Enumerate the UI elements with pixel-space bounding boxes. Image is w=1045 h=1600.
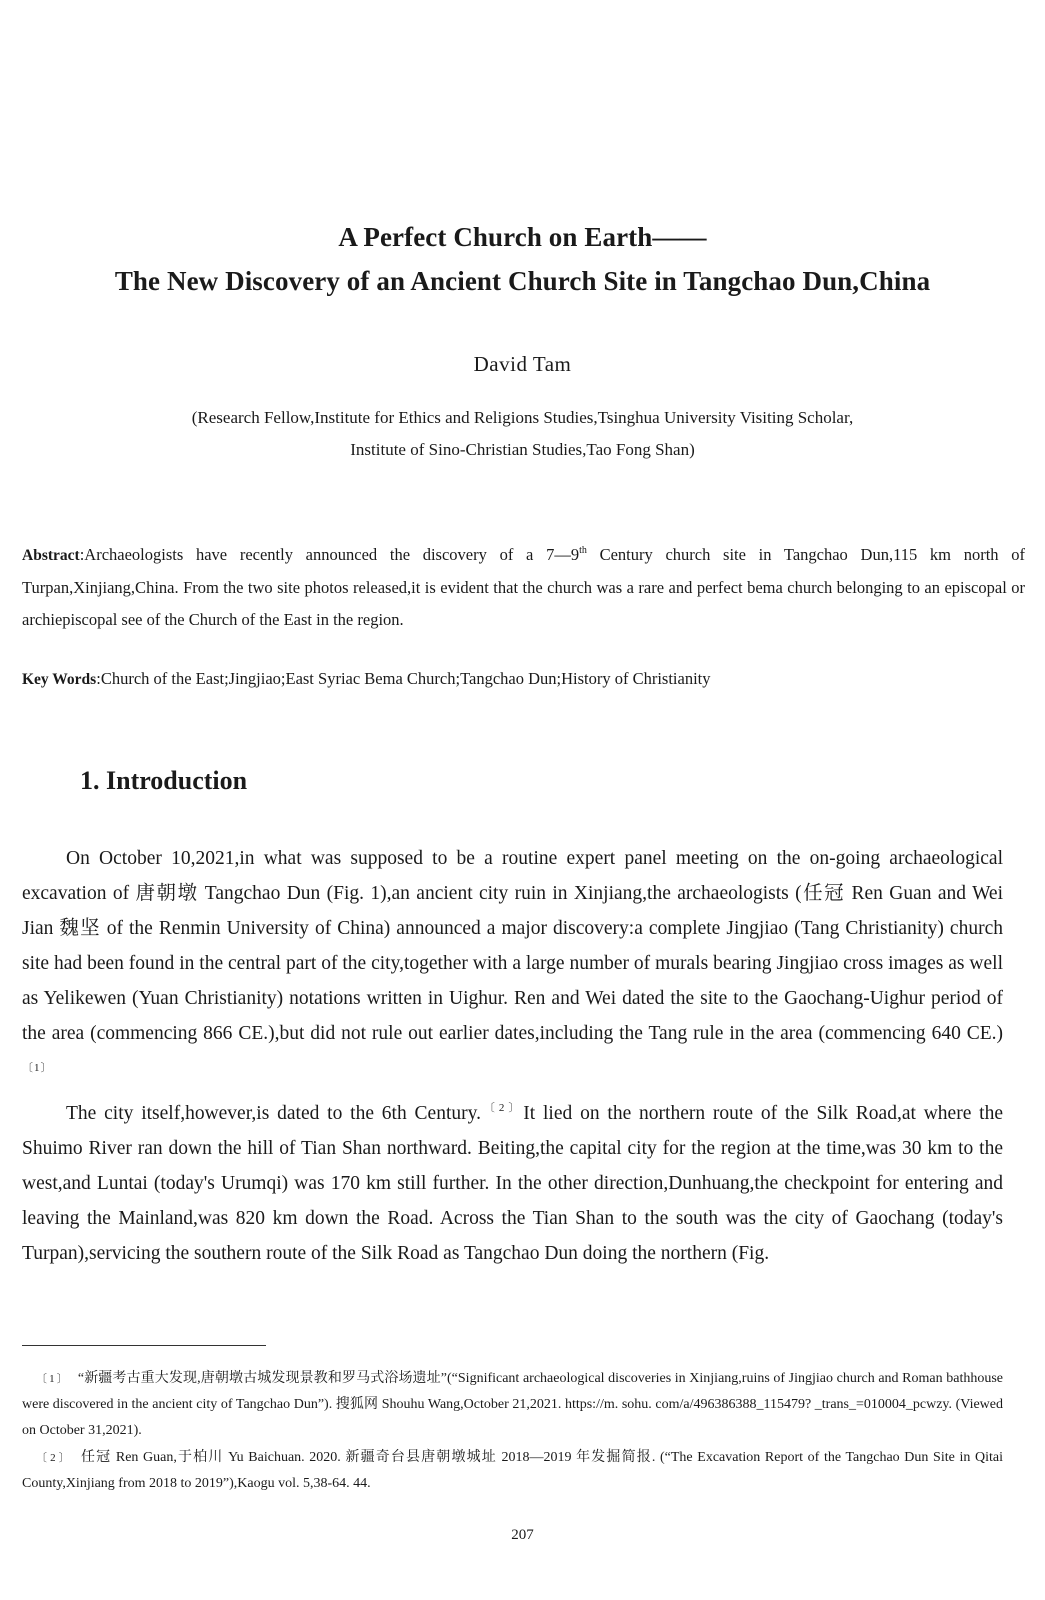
title-line-1: A Perfect Church on Earth—— xyxy=(338,222,707,252)
keywords-label: Key Words xyxy=(22,671,97,688)
keywords-separator: : xyxy=(96,669,101,688)
page-number: 207 xyxy=(511,1527,534,1543)
abstract-label: Abstract xyxy=(22,547,80,564)
paragraph-2-text-end: It lied on the northern route of the Silk Road,at where the Shuimo River ran down the hill of Tian Shan northward. Beiting,the capital city for the region at the time,was 30 km to the west,and Luntai (today's Urumqi) was 170 km still further. In the other direction,Dunhuang,the checkpoint for entering and leaving the Mainland,was 820 km down the Road. Across the Tian Shan to the south was the city of Gaochang (today's Turpan),servicing the southern route of the Silk Road as Tangchao Dun doing the northern (Fig. xyxy=(22,1103,1003,1264)
footnote-1 xyxy=(22,1366,1003,1444)
footnote-ref-1[interactable]: 〔1〕 xyxy=(22,1062,53,1074)
author-name: David Tam xyxy=(473,352,572,376)
abstract-text-start: Archaeologists have recently announced the discovery of a 7—9 xyxy=(84,545,580,564)
abstract xyxy=(22,535,1025,636)
footnote-divider xyxy=(22,1345,266,1346)
paragraph-1-text: On October 10,2021,in what was supposed to be a routine expert panel meeting on the on-going archaeological excavation of 唐朝墩 Tangchao Dun (Fig. 1),an ancient city ruin in Xinjiang,the archaeologists (任冠 Ren Guan and Wei Jian 魏坚 of the Renmin University of China) announced a major discovery:a complete Jingjiao (Tang Christianity) church site had been found in the central part of the city,together with a large number of murals bearing Jingjiao cross images as well as Yelikewen (Yuan Christianity) notations written in Uighur. Ren and Wei dated the site to the Gaochang-Uighur period of the area (commencing 866 CE.),but did not rule out earlier dates,including the Tang rule in the area (commencing 640 CE.) xyxy=(22,848,1003,1044)
affiliation-line-1: (Research Fellow,Institute for Ethics and Religions Studies,Tsinghua University Visiting Scholar, xyxy=(191,408,854,427)
paragraph-2 xyxy=(22,1091,1003,1271)
footnotes xyxy=(22,1366,1003,1498)
footnote-ref-2[interactable]: 〔2〕 xyxy=(480,1102,524,1114)
footnote-1-mark: 〔1〕 xyxy=(36,1373,70,1385)
abstract-text-end: Century church site in Tangchao Dun,115 km north of Turpan,Xinjiang,China. From the two site photos released,it is evident that the church was a rare and perfect bema church belonging to an episcopal or archiepiscopal see of the Church of the East in the region. xyxy=(22,545,1025,629)
section-heading: 1. Introduction xyxy=(80,766,248,795)
footnote-1-text: “新疆考古重大发现,唐朝墩古城发现景教和罗马式浴场遗址”(“Significant archaeological discoveries in Xinjiang,ruins of Jingjiao church and Roman bathhouse were discovered in the ancient city of Tangchao Dun”). 搜狐网 Shouhu Wang,October 21,2021. https://m. sohu. com/a/496386388_115479? _trans_=010004_pcwzy. (Viewed on October 31,2021). xyxy=(22,1371,1003,1438)
affiliation-line-2: Institute of Sino-Christian Studies,Tao Fong Shan) xyxy=(350,440,695,459)
abstract-superscript: th xyxy=(579,545,587,556)
footnote-2-mark: 〔2〕 xyxy=(36,1452,73,1464)
body-text xyxy=(22,841,1003,1271)
keywords xyxy=(22,664,1025,695)
title-line-2: The New Discovery of an Ancient Church Site in Tangchao Dun,China xyxy=(114,266,931,296)
footnote-2-text: 任冠 Ren Guan,于柏川 Yu Baichuan. 2020. 新疆奇台县唐朝墩城址 2018—2019 年发掘简报. (“The Excavation Report of the Tangchao Dun Site in Qitai County,Xinjiang from 2018 to 2019”),Kaogu vol. 5,38-64. 44. xyxy=(22,1450,1004,1491)
footnote-2 xyxy=(22,1445,1003,1497)
abstract-separator: : xyxy=(79,545,85,564)
paragraph-1 xyxy=(22,841,1003,1091)
keywords-text: Church of the East;Jingjiao;East Syriac Bema Church;Tangchao Dun;History of Christianity xyxy=(100,669,711,688)
paragraph-2-text-start: The city itself,however,is dated to the 6th Century. xyxy=(66,1103,481,1124)
